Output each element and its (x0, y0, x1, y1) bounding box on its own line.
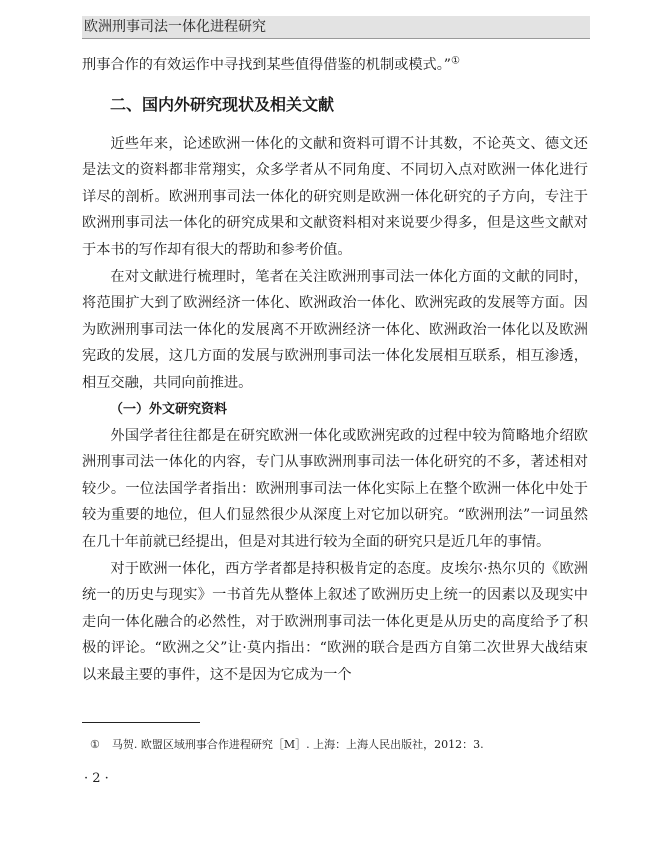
footnote-divider (82, 722, 200, 723)
footnote-mark: ① (90, 738, 100, 751)
paragraph: 在对文献进行梳理时，笔者在关注欧洲刑事司法一体化方面的文献的同时，将范围扩大到了欧洲经济一体化、欧洲政治一体化、欧洲宪政的发展等方面。因为欧洲刑事司法一体化的发展离不开欧洲经济一体化、欧洲政治一体化以及欧洲宪政的发展，这几方面的发展与欧洲刑事司法一体化发展相互联系，相互渗透，相互交融，共同向前推进。 (82, 268, 588, 391)
continuation-text: 刑事合作的有效运作中寻找到某些值得借鉴的机制或模式。” (82, 57, 452, 73)
footnote-text: 马贺. 欧盟区域刑事合作进程研究［M］. 上海：上海人民出版社，2012：3. (111, 738, 484, 751)
subsection-heading: （一）外文研究资料 (110, 401, 228, 417)
paragraph: 外国学者往往都是在研究欧洲一体化或欧洲宪政的过程中较为简略地介绍欧洲刑事司法一体化的内容，专门从事欧洲刑事司法一体化研究的不多，著述相对较少。一位法国学者指出：欧洲刑事司法一体化实际上在整个欧洲一体化中处于较为重要的地位，但人们显然很少从深度上对它加以研究。“欧洲刑法”一词虽然在几十年前就已经提出，但是对其进行较为全面的研究只是近几年的事情。 (82, 427, 588, 550)
paragraph: 对于欧洲一体化，西方学者都是持积极肯定的态度。皮埃尔·热尔贝的《欧洲统一的历史与现实》一书首先从整体上叙述了欧洲历史上统一的因素以及现实中走向一体化融合的必然性，对于欧洲刑事司法一体化更是从历史的高度给予了积极的评论。“欧洲之父”让·莫内指出：“欧洲的联合是西方自第二次世界大战结束以来最主要的事件，这不是因为它成为一个 (82, 560, 588, 683)
running-head: 欧洲刑事司法一体化进程研究 (82, 16, 590, 39)
section-heading: 二、国内外研究现状及相关文献 (110, 94, 335, 114)
page-body (82, 52, 588, 688)
footnote (90, 737, 590, 753)
page-number: · 2 · (84, 771, 109, 786)
paragraph: 近些年来，论述欧洲一体化的文献和资料可谓不计其数，不论英文、德文还是法文的资料都非常翔实，众多学者从不同角度、不同切入点对欧洲一体化进行详尽的剖析。欧洲刑事司法一体化的研究则是欧洲一体化研究的子方向，专注于欧洲刑事司法一体化的研究成果和文献资料相对来说要少得多，但是这些文献对于本书的写作却有很大的帮助和参考价值。 (82, 135, 588, 258)
footnote-reference[interactable]: ① (451, 55, 460, 67)
continuation-paragraph (82, 52, 588, 79)
